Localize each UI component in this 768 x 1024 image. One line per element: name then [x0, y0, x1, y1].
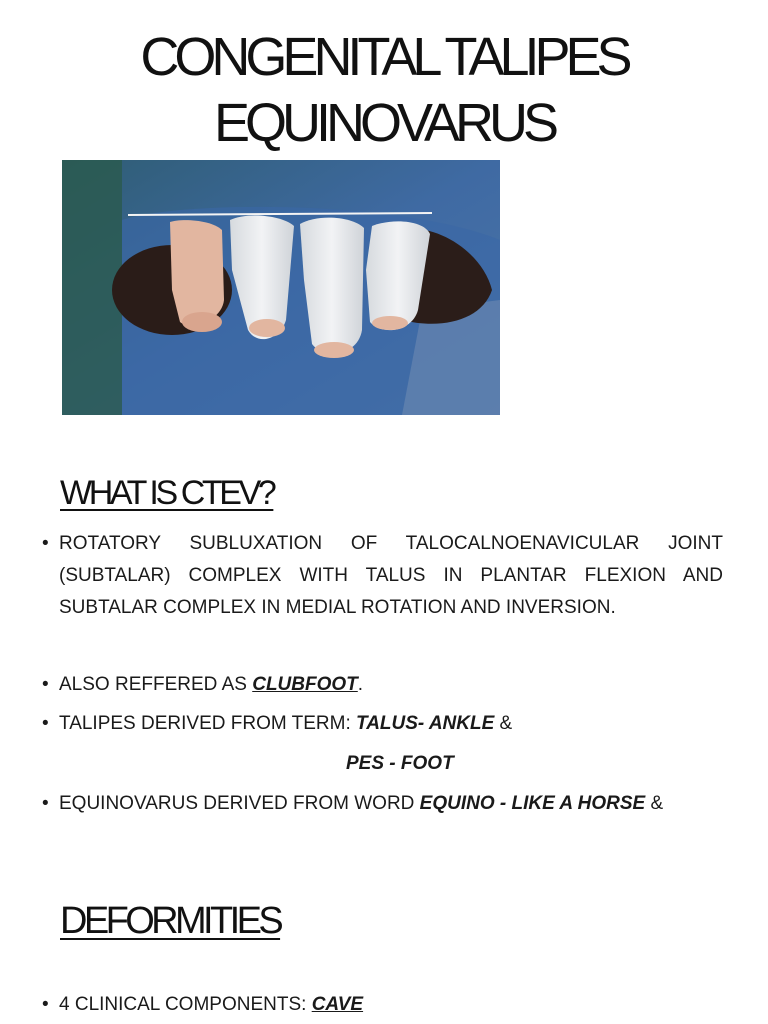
talus-term: TALUS- ANKLE	[356, 713, 495, 734]
bullet-marker: •	[42, 713, 49, 734]
bullet-text: TALIPES DERIVED FROM TERM:	[59, 713, 357, 734]
section-heading-deformities: DEFORMITIES	[60, 900, 281, 942]
pes-term: PES - FOOT	[346, 753, 454, 774]
list-item	[42, 789, 699, 818]
bullet-suffix: &	[645, 793, 664, 814]
bullet-marker: •	[42, 674, 49, 695]
clubfoot-term: CLUBFOOT	[252, 674, 358, 695]
bullet-suffix: &	[494, 713, 513, 734]
bullet-text: ALSO REFFERED AS	[59, 674, 253, 695]
list-item	[42, 989, 364, 1021]
title-line-2: EQUINOVARUS	[213, 93, 555, 153]
list-item	[42, 528, 723, 624]
bullet-suffix: .	[357, 674, 364, 695]
title-line-1: CONGENITAL TALIPES	[140, 27, 628, 87]
clubfoot-cast-photo	[62, 160, 500, 415]
section-heading-what-is-ctev: WHAT IS CTEV?	[60, 474, 274, 512]
bullet-marker: •	[42, 793, 49, 814]
equino-term: EQUINO - LIKE A HORSE	[419, 793, 646, 814]
bullet-marker: •	[42, 994, 49, 1015]
list-item	[42, 669, 364, 701]
bullet-marker: •	[42, 533, 49, 554]
page-title	[0, 24, 768, 156]
bullet-text: ROTATORY SUBLUXATION OF TALOCALNOENAVICULAR JOINT (SUBTALAR) COMPLEX WITH TALUS IN PLANTAR FLEXION AND SUBTALAR COMPLEX IN MEDIAL ROTATION AND INVERSION.	[59, 533, 723, 618]
cave-term: CAVE	[311, 994, 364, 1015]
list-item	[42, 708, 513, 740]
bullet-text: 4 CLINICAL COMPONENTS:	[59, 994, 312, 1015]
bullet-text: EQUINOVARUS DERIVED FROM WORD	[59, 793, 420, 814]
